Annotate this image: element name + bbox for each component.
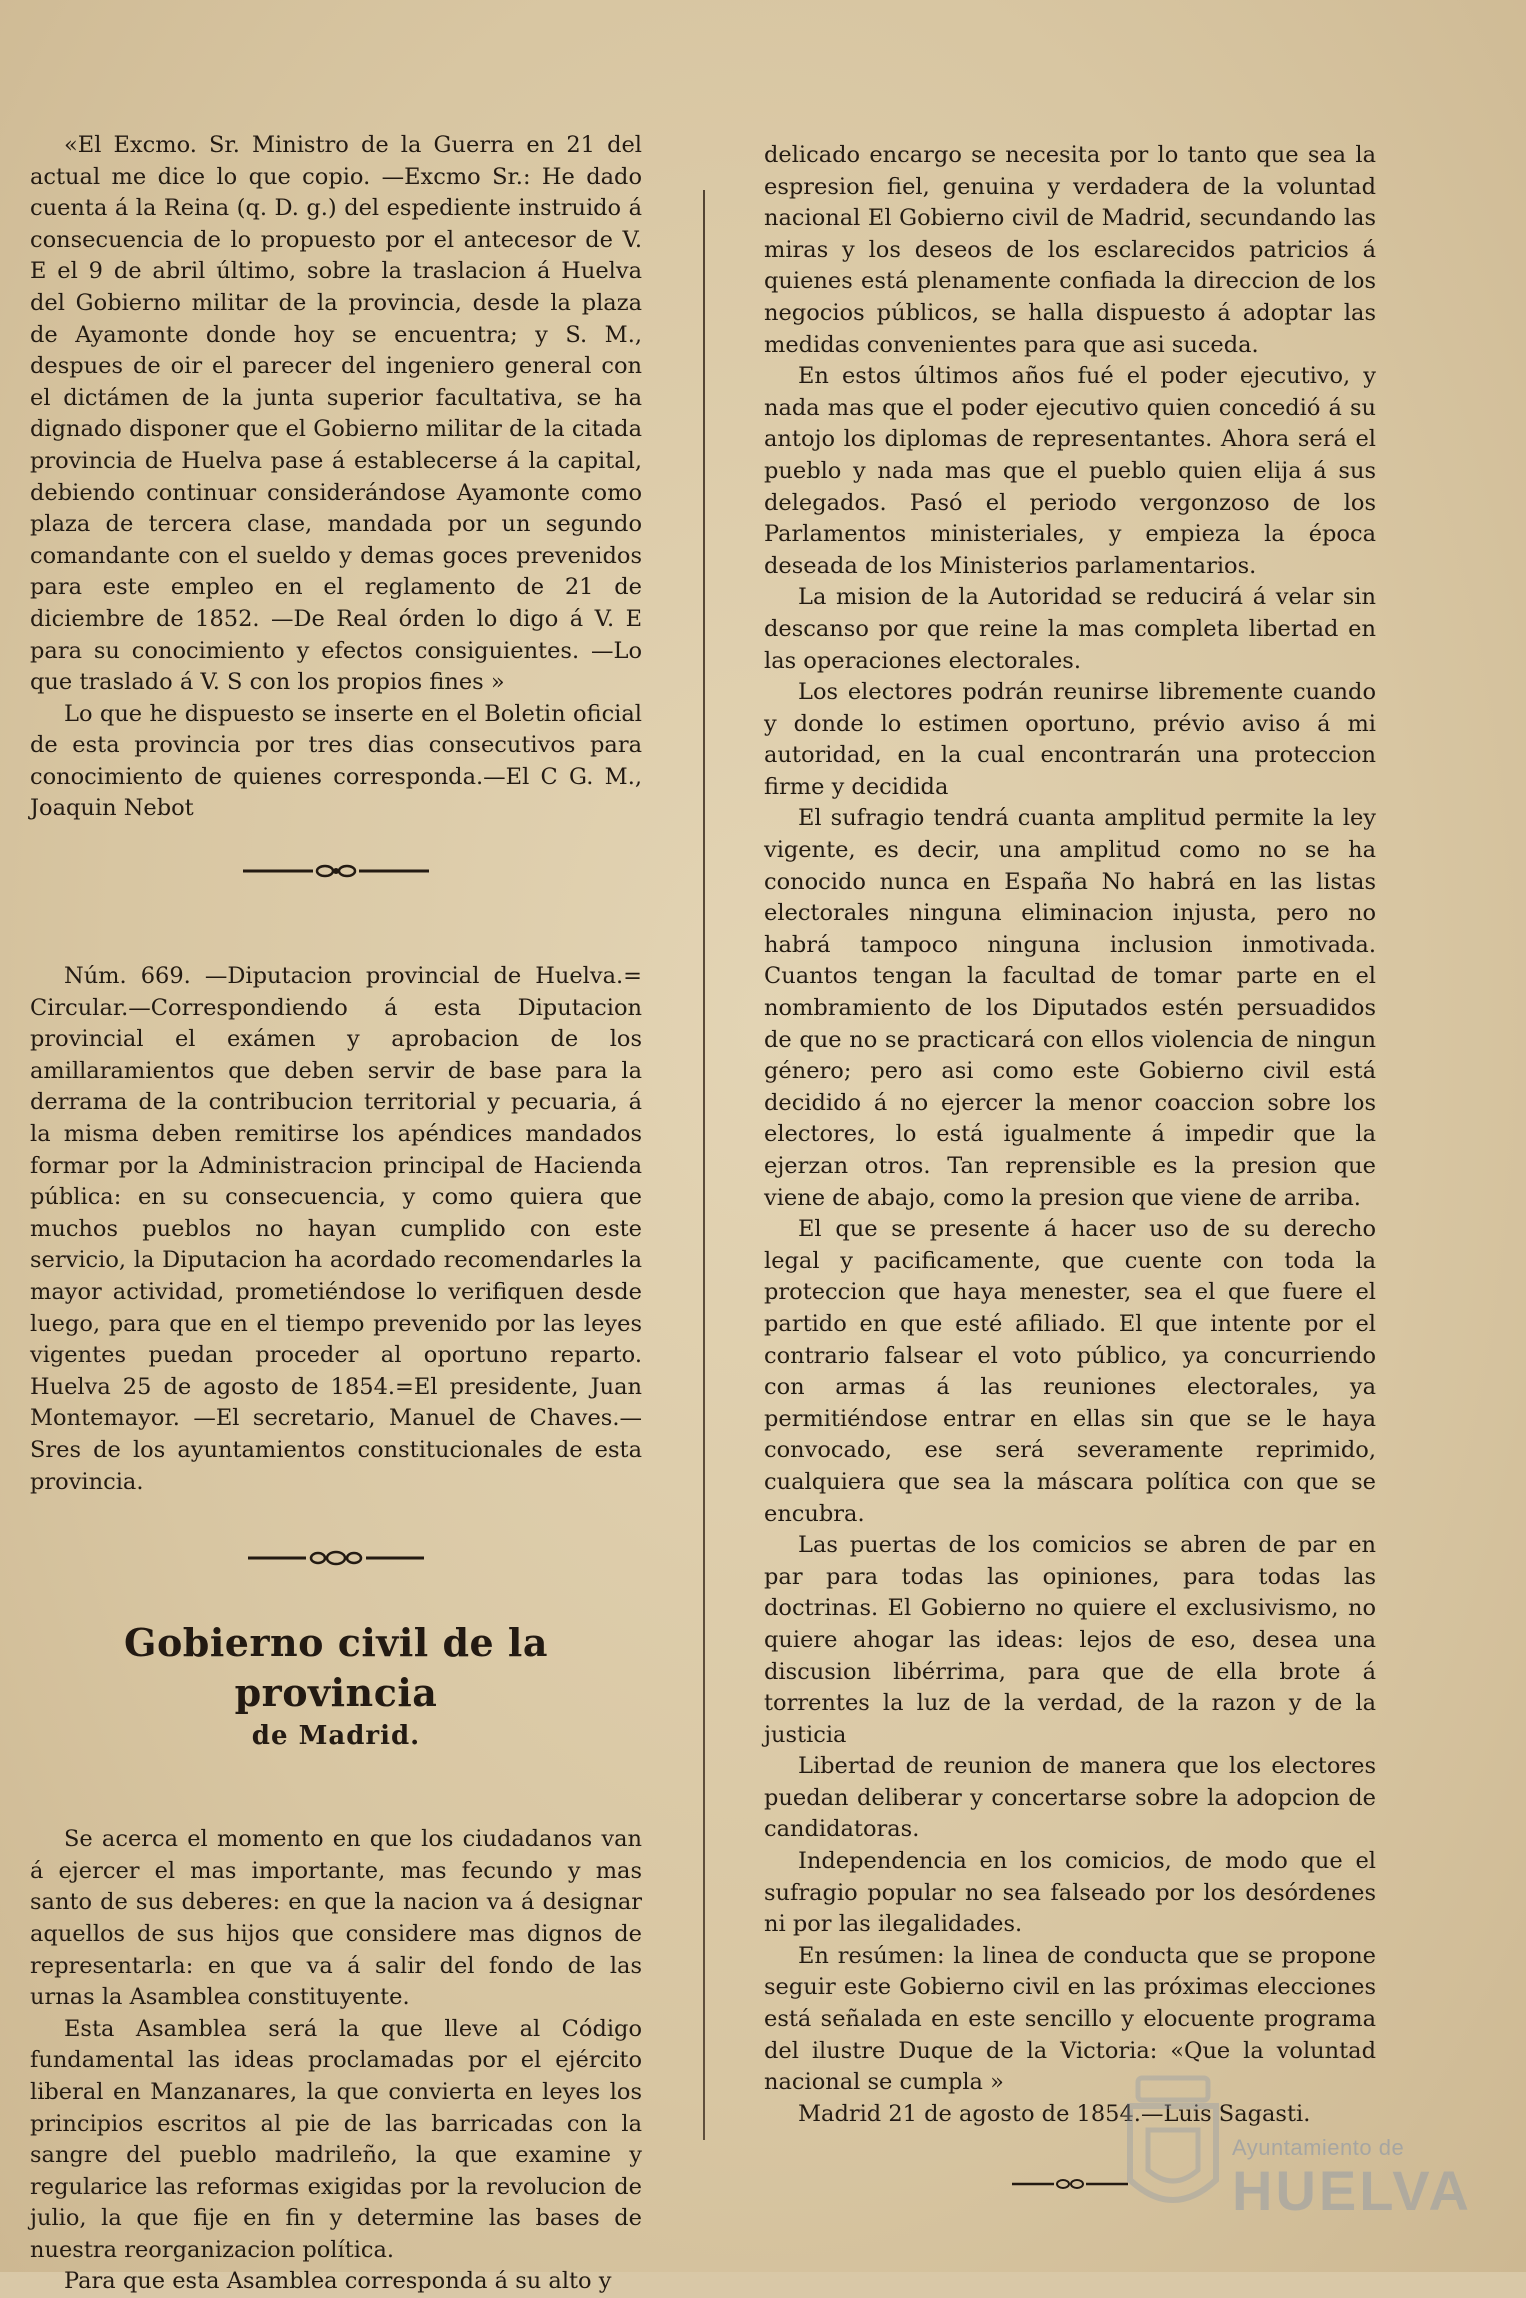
ornament-icon <box>241 859 431 883</box>
assembly-role-paragraph: Esta Asamblea será la que lleve al Código fundamental las ideas proclamadas por el ejército liberal en Manzanares, la que convierta en leyes los principios escritos al pie de las barricadas con la sangre del pueblo madrileño, la que examine y regularice las reformas exigidas por la revolucion de julio, la que fije en fin y determine las bases de nuestra reorganizacion política. <box>30 2015 642 2263</box>
delicate-task-paragraph: delicado encargo se necesita por lo tanto que sea la espresion fiel, genuina y verdadera de la voluntad nacional El Gobierno civil de Madrid, secundando las miras y los deseos de los esclarecidos patricios á quienes está plenamente confiada la direccion de los negocios públicos, se halla dispuesto á adoptar las medidas convenientes para que asi suceda. <box>764 142 1376 358</box>
watermark-line-2: HUELVA <box>1232 2159 1472 2222</box>
heading-subtitle: de Madrid. <box>251 1721 421 1752</box>
ornament-icon <box>1010 2174 1130 2194</box>
section-heading <box>30 1618 642 1754</box>
ministry-order-paragraph: «El Excmo. Sr. Ministro de la Guerra en 21 del actual me dice lo que copio. —Excmo Sr.: He dado cuenta á la Reina (q. D. g.) del espediente instruido á consecuencia de lo propuesto por el antecesor de V. E el 9 de abril último, sobre la traslacion á Huelva del Gobierno militar de la provincia, desde la plaza de Ayamonte donde hoy se encuentra; y S. M., despues de oir el parecer del ingeniero general con el dictámen de la junta superior facultativa, se ha dignado disponer que el Gobierno militar de la citada provincia de Huelva pase á establecerse á la capital, debiendo continuar considerándose Ayamonte como plaza de tercera clase, mandada por un segundo comandante con el sueldo y demas goces prevenidos para este empleo en el reglamento de 21 de diciembre de 1852. —De Real órden lo digo á V. E para su conocimiento y efectos consiguientes. —Lo que traslado á V. S con los propios fines » <box>30 132 642 696</box>
column-divider <box>703 190 705 2140</box>
legal-right-paragraph: El que se presente á hacer uso de su derecho legal y pacificamente, que cuente con toda la proteccion que haya menester, sea el que fuere el partido en que esté afiliado. El que intente por el contrario falsear el voto público, ya concurriendo con armas á las reuniones electorales, ya permitiéndose entrar en ellas sin que se le haya convocado, ese será severamente reprimido, cualquiera que sea la máscara política con que se encubra. <box>764 1216 1376 1527</box>
watermark-line-1: Ayuntamiento de <box>1232 2135 1405 2160</box>
assembly-intro-paragraph: Se acerca el momento en que los ciudadanos van á ejercer el mas importante, mas fecundo y mas santo de sus deberes: en que la nacion va á designar aquellos de sus hijos que considere mas dignos de representarla: en que va á salir del fondo de las urnas la Asamblea constituyente. <box>30 1826 642 2011</box>
ornament-divider-1 <box>30 851 642 891</box>
executive-power-paragraph: En estos últimos años fué el poder ejecutivo, y nada mas que el poder ejecutivo quien concedió á su antojo los diplomas de representantes. Ahora será el pueblo y nada mas que el pueblo quien elija á sus delegados. Pasó el periodo vergonzoso de los Parlamentos ministeriales, y empieza la época deseada de los Ministerios parlamentarios. <box>764 363 1376 579</box>
freedom-reunion-paragraph: Libertad de reunion de manera que los electores puedan deliberar y concertarse sobre la adopcion de candidatoras. <box>764 1753 1376 1843</box>
bulletin-notice-paragraph: Lo que he dispuesto se inserte en el Boletin oficial de esta provincia por tres dias consecutivos para conocimiento de quienes corresponda.—El C G. M., Joaquin Nebot <box>30 700 642 822</box>
heading-title: Gobierno civil de la provincia <box>124 1620 548 1716</box>
city-crest-icon <box>1118 2070 1228 2230</box>
assembly-continuation-paragraph: Para que esta Asamblea corresponda á su alto y <box>64 2268 612 2295</box>
signature-line: Madrid 21 de agosto de 1854.—Luis Sagasti. <box>798 2100 1311 2127</box>
independence-paragraph: Independencia en los comicios, de modo que el sufragio popular no sea falseado por los desórdenes ni por las ilegalidades. <box>764 1848 1376 1938</box>
suffrage-paragraph: El sufragio tendrá cuanta amplitud permite la ley vigente, es decir, una amplitud como no se ha conocido nunca en España No habrá en las listas electorales ninguna eliminacion injusta, pero no habrá tampoco ninguna inclusion inmotivada. Cuantos tengan la facultad de tomar parte en el nombramiento de los Diputados estén persuadidos de que no se practicará con ellos violencia de ningun género; pero asi como este Gobierno civil está decidido á no ejercer la menor coaccion sobre los electores, lo está igualmente á impedir que la ejerzan otros. Tan reprensible es la presion que viene de abajo, como la presion que viene de arriba. <box>764 805 1376 1211</box>
ornament-divider-2 <box>30 1538 642 1578</box>
open-doors-paragraph: Las puertas de los comicios se abren de par en par para todas las opiniones, para todas las doctrinas. El Gobierno no quiere el exclusivismo, no quiere ahogar las ideas: lejos de eso, desea una discusion libérrima, para que de ella brote á torrentes la luz de la verdad, de la razon y de la justicia <box>764 1532 1376 1748</box>
ornament-icon <box>246 1546 426 1570</box>
diputacion-circular-paragraph: Núm. 669. —Diputacion provincial de Huelva.= Circular.—Correspondiendo á esta Diputacion provincial el exámen y aprobacion de los amillaramientos que deben servir de base para la derrama de la contribucion territorial y pecuaria, á la misma deben remitirse los apéndices mandados formar por la Administracion principal de Hacienda pública: en su consecuencia, y como quiera que muchos pueblos no hayan cumplido con este servicio, la Diputacion ha acordado recomendarles la mayor actividad, prometiéndose lo verifiquen desde luego, para que en el tiempo prevenido por las leyes vigentes puedan proceder al oportuno reparto. Huelva 25 de agosto de 1854.=El presidente, Juan Montemayor. —El secretario, Manuel de Chaves.—Sres de los ayuntamientos constitucionales de esta provincia. <box>30 963 642 1495</box>
authority-mission-paragraph: La mision de la Autoridad se reducirá á velar sin descanso por que reine la mas completa libertad en las operaciones electorales. <box>764 584 1376 674</box>
left-column <box>30 130 642 2298</box>
electors-meeting-paragraph: Los electores podrán reunirse libremente cuando y donde lo estimen oportuno, prévio aviso á mi autoridad, en la cual encontrarán una proteccion firme y decidida <box>764 679 1376 800</box>
summary-paragraph: En resúmen: la linea de conducta que se propone seguir este Gobierno civil en las próximas elecciones está señalada en este sencillo y elocuente programa del ilustre Duque de la Victoria: «Que la voluntad nacional se cumpla » <box>764 1942 1376 2096</box>
right-column <box>764 140 1376 2236</box>
